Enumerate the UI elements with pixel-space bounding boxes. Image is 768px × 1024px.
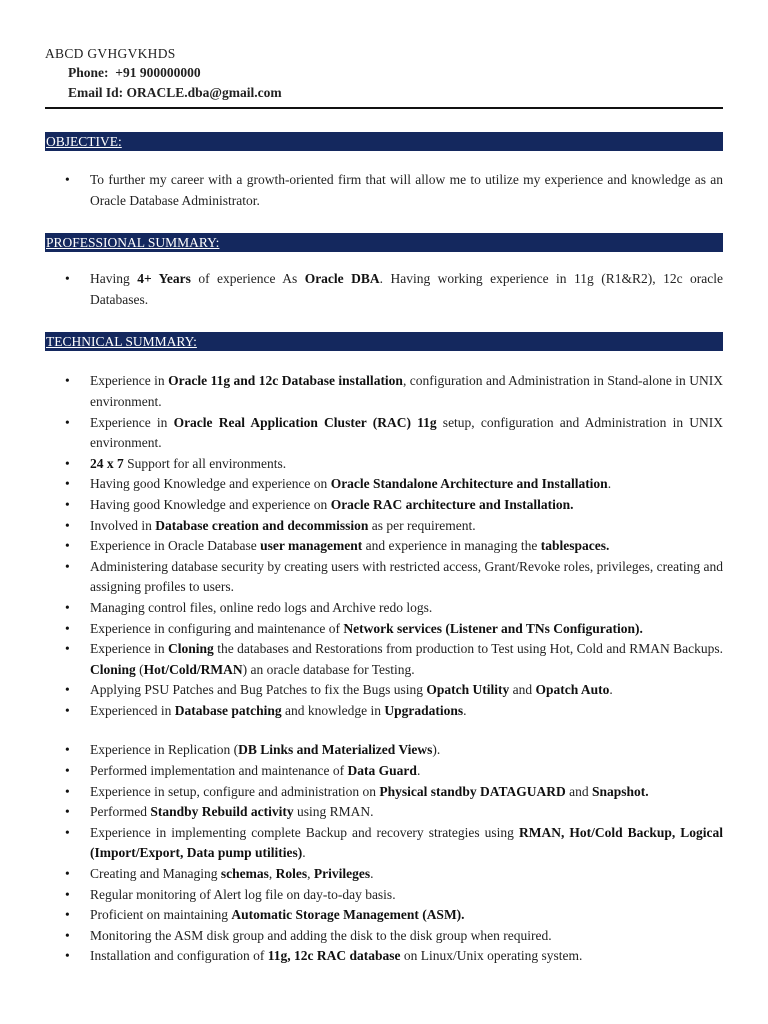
list-item [45,782,723,803]
text: Support for all environments. [123,455,287,471]
bold-text: Automatic Storage Management (ASM). [231,907,465,923]
list-item [45,639,723,680]
text: on Linux/Unix operating system. [400,948,583,964]
text: Experience in Replication ( [90,742,239,758]
list-item [45,536,723,557]
bold-text: Opatch Auto [535,682,610,698]
list-item [45,946,723,967]
text: and experience in managing the [362,538,541,554]
email-label: Email Id: [68,85,124,100]
bold-text: Data Guard [347,763,417,779]
text: Involved in [90,517,156,533]
text: Performed implementation and maintenance of [90,763,348,779]
text: . [609,682,613,698]
text: Experience in configuring and maintenance of [90,620,344,636]
list-item [45,619,723,640]
text: using RMAN. [293,804,374,820]
list-item [45,598,723,619]
objective-list [45,170,723,211]
bold-text: Oracle Standalone Architecture and Installation [330,476,608,492]
bold-text: Oracle RAC architecture and Installation. [330,496,574,512]
text: Experience in implementing complete Backup and recovery strategies using [90,824,519,840]
section-title-objective: OBJECTIVE: [45,132,723,151]
section-title-professional-summary: PROFESSIONAL SUMMARY: [45,233,723,252]
header-divider [45,107,723,109]
text: and knowledge in [281,702,385,718]
text: Applying PSU Patches and Bug Patches to fix the Bugs using [90,682,427,698]
technical-summary-list-continued [45,740,723,967]
text: and [509,682,536,698]
text: Administering database security by creating users with restricted access, Grant/Revoke roles, privileges, creating and assigning profiles to users. [90,558,723,595]
text: of experience As [190,271,305,287]
bold-text: 11g, 12c RAC database [267,948,401,964]
list-item [45,802,723,823]
text: Experience in [90,641,169,657]
technical-summary-list [45,371,723,721]
text: . [463,702,467,718]
bold-text: 4+ Years [137,271,191,287]
bold-text: tablespaces. [540,538,610,554]
text: Experience in [90,414,174,430]
text: Managing control files, online redo logs and Archive redo logs. [90,599,433,615]
list-item: • To further my career with a growth-oriented firm that will allow me to utilize my experience and knowledge as an Oracle Database Administrator. [45,170,723,211]
phone-line [68,63,723,83]
list-item [45,740,723,761]
bold-text: Snapshot. [591,783,649,799]
bold-text: DB Links and Materialized Views [238,742,433,758]
text: Experienced in [90,702,175,718]
list-item [45,474,723,495]
phone-value: +91 900000000 [115,65,201,80]
bold-text: RMAN, Hot/Cold Backup, Logical (Import/Export, Data pump utilities) [90,824,723,861]
bold-text: Oracle Real Application Cluster (RAC) 11g [173,414,437,430]
list-item [45,761,723,782]
bold-text: Oracle 11g and 12c Database installation [168,373,403,389]
bold-text: 24 x 7 [90,455,124,471]
text: Experience in [90,373,169,389]
list-item [45,680,723,701]
text: . [607,476,612,492]
list-item [45,864,723,885]
text: Creating and Managing [90,866,221,882]
text: Having good Knowledge and experience on [90,476,331,492]
text: as per requirement. [368,517,476,533]
text: Having [90,271,138,287]
phone-label: Phone: [68,65,109,80]
bold-text: Database patching [174,702,282,718]
text: Experience in setup, configure and administration on [90,783,380,799]
text: . [302,845,306,861]
bold-text: Standby Rebuild activity [150,804,294,820]
text: , [307,866,314,882]
text: Regular monitoring of Alert log file on day-to-day basis. [90,886,396,902]
text: Monitoring the ASM disk group and adding the disk to the disk group when required. [90,927,552,943]
email-value: ORACLE.dba@gmail.com [126,85,282,100]
bold-text: Privileges [313,866,371,882]
text: . [370,866,374,882]
list-item [45,454,723,475]
bold-text: Physical standby DATAGUARD [379,783,566,799]
list-gap [45,721,723,740]
list-item [45,495,723,516]
professional-summary-list [45,269,723,310]
bold-text: Upgradations [384,702,464,718]
list-item [45,557,723,598]
text: Proficient on maintaining [90,907,232,923]
list-item [45,413,723,454]
text: ). [432,742,441,758]
text: . Having working experience in 11g (R1&R2), 12c oracle Databases. [90,271,723,307]
text: Experience in Oracle Database [90,538,261,554]
text: setup, configuration and Administration in UNIX environment. [90,414,723,451]
list-item [45,269,723,310]
bold-text: Roles [275,866,308,882]
list-item [45,905,723,926]
text: Performed [90,804,151,820]
email-line [68,83,723,103]
resume-page [45,45,723,967]
bold-text: Database creation and decommission [155,517,369,533]
text: . [416,763,421,779]
bold-text: schemas [220,866,269,882]
list-item [45,823,723,864]
text: , [268,866,276,882]
bold-text: Opatch Utility [426,682,510,698]
bold-text: Network services (Listener and TNs Configuration). [343,620,643,636]
bold-text: Cloning [168,641,214,657]
list-item [45,885,723,906]
text: and [565,783,592,799]
list-item [45,371,723,412]
section-title-technical-summary: TECHNICAL SUMMARY: [45,332,723,351]
list-item [45,516,723,537]
text: , configuration and Administration in Stand-alone in UNIX environment. [90,373,723,409]
text: Installation and configuration of [90,948,268,964]
bold-text: Oracle DBA [304,271,380,287]
bold-text: Hot/Cold/RMAN [143,661,243,677]
text: Having good Knowledge and experience on [90,496,331,512]
bold-text: Cloning [90,661,136,677]
list-item [45,701,723,722]
text: ) an oracle database for Testing. [242,661,415,677]
bold-text: user management [260,538,363,554]
text: the databases and Restorations from production to Test using Hot, Cold and RMAN Backups. [213,641,723,657]
list-item [45,926,723,947]
candidate-name: ABCD GVHGVKHDS [45,46,176,61]
text: ( [135,661,144,677]
